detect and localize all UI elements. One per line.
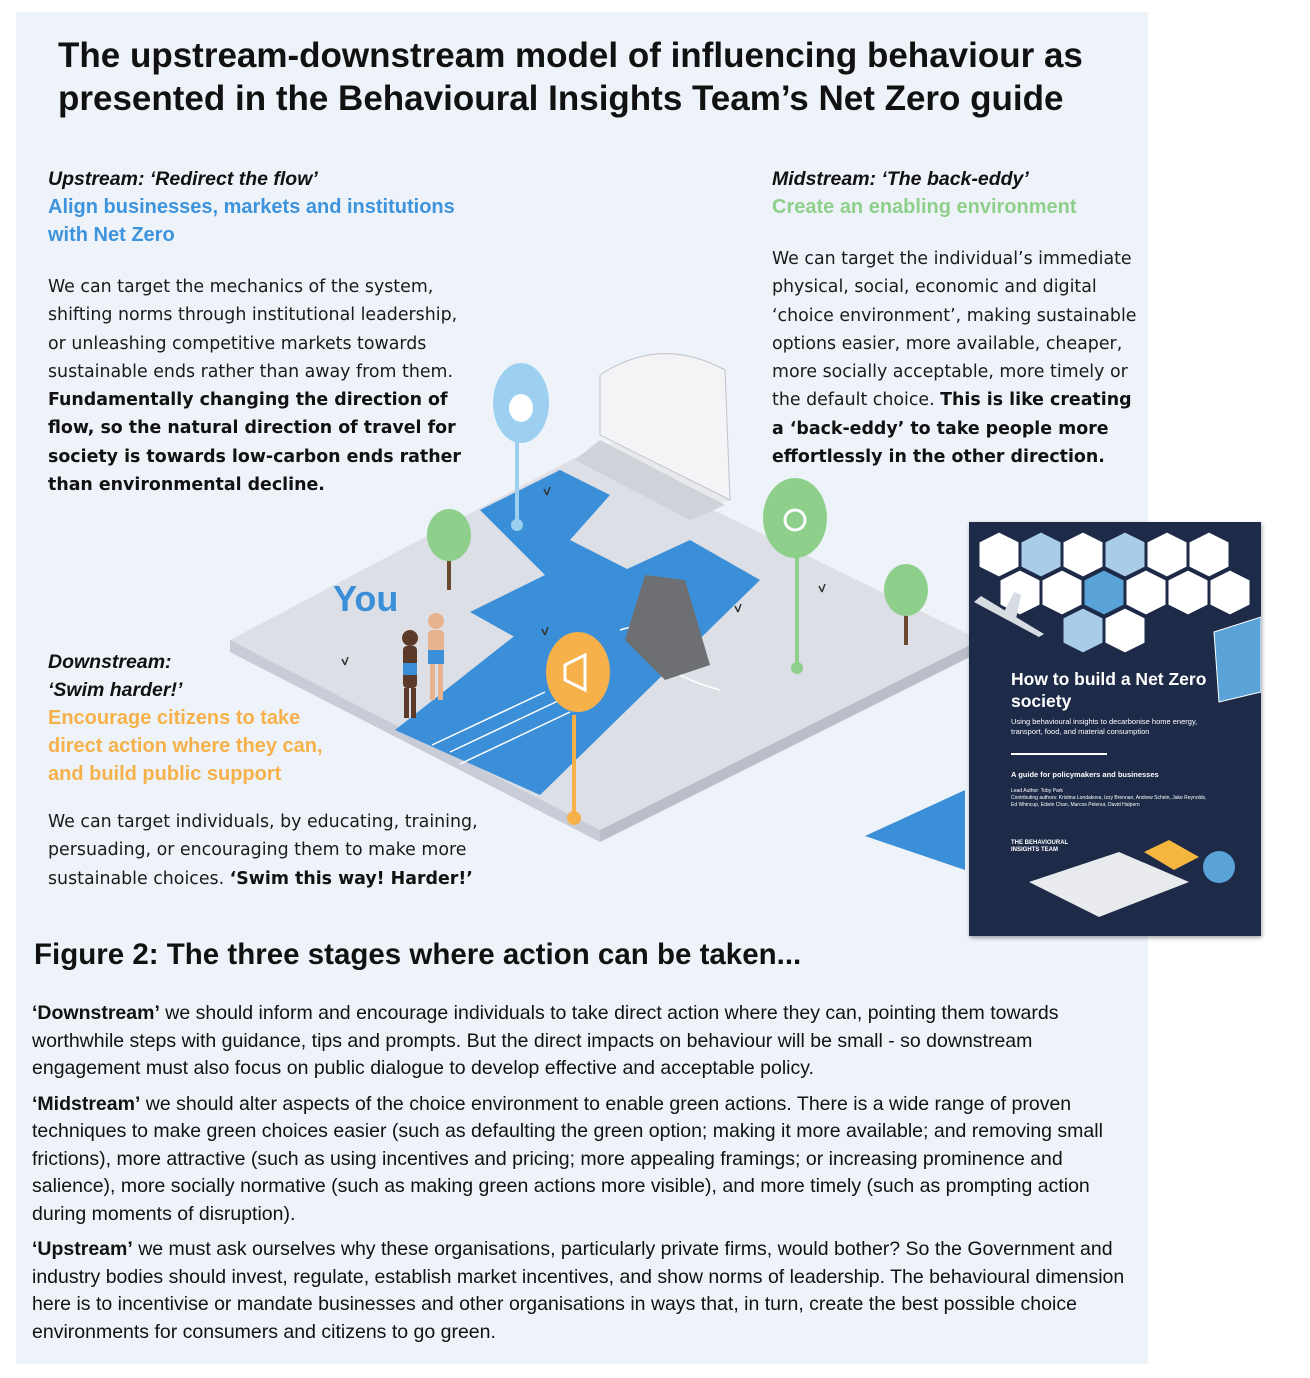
paragraphs	[32, 1000, 1132, 1354]
downstream-body: We can target individuals, by educating, training, persuading, or encouraging them to make more sustainable choices. ‘Swim this way! Harder!’	[48, 812, 478, 889]
cover-contributors: Contributing authors: Kristina Londakova, Izzy Brennan, Andrew Schein, Jake Reynolds, Ed Whincup, Edwin Chan, Marcos Pelenur, David Halpern	[1011, 795, 1207, 808]
upstream-heading: Upstream: ‘Redirect the flow’	[48, 168, 318, 190]
paragraph-downstream: ‘Downstream’ we should inform and encourage individuals to take direct action where they can, pointing them towards worthwhile steps with guidance, tips and prompts. But the direct impacts on behaviour will be small - so downstream engagement must also focus on public dialogue to develop effective and acceptable policy.	[32, 1002, 1059, 1079]
report-cover	[969, 522, 1261, 936]
downstream-heading: Downstream:	[48, 651, 172, 673]
paragraph-midstream: ‘Midstream’ we should alter aspects of the choice environment to enable green actions. There is a wide range of proven techniques to make green choices easier (such as defaulting the green option; making it more available; and removing small frictions), more attractive (such as using incentives and pricing; more appealing framings; or increasing prominence and salience), more socially normative (such as making green actions more visible), and more timely (such as prompting action during moments of disruption).	[32, 1092, 1103, 1225]
cover-org-name: THE BEHAVIOURAL INSIGHTS TEAM	[1011, 840, 1069, 853]
page-title: The upstream-downstream model of influencing behaviour as presented in the Behavioural Insights Team’s Net Zero guide	[58, 36, 1083, 118]
upstream-block	[48, 165, 478, 499]
solar-panel-icon	[1214, 617, 1261, 702]
midstream-heading: Midstream: ‘The back-eddy’	[772, 168, 1029, 190]
river-right	[865, 790, 965, 870]
downstream-heading-2: ‘Swim harder!’	[48, 679, 183, 701]
upstream-body: We can target the mechanics of the system, shifting norms through institutional leadership, or unleashing competitive markets towards sustainable ends rather than away from them. Fundamentally changing the direction of flow, so the natural direction of travel for society is towards low-carbon ends rather than environmental decline.	[48, 277, 461, 496]
cover-title: How to build a Net Zero society	[1011, 669, 1207, 711]
you-label: You	[333, 578, 399, 619]
downstream-emphasis: ‘Swim this way! Harder!’	[229, 868, 473, 889]
figure-title: Figure 2: The three stages where action can be taken...	[34, 938, 802, 971]
upstream-subheading: Align businesses, markets and institutions with Net Zero	[48, 196, 455, 246]
midstream-emphasis: This is like creating a ‘back-eddy’ to take people more effortlessly in the other direction.	[772, 390, 1132, 468]
cover-lead-author: Lead Author: Toby Park	[1011, 788, 1063, 794]
cover-subtitle: Using behavioural insights to decarbonise home energy, transport, food, and material consumption	[1011, 717, 1198, 736]
downstream-subheading: Encourage citizens to take direct action where they can, and build public support	[48, 707, 323, 785]
paragraph-upstream: ‘Upstream’ we must ask ourselves why these organisations, particularly private firms, would bother? So the Government and industry bodies should invest, regulate, establish market incentives, and show norms of leadership. The behavioural dimension here is to incentivise or mandate businesses and other organisations in ways that, in turn, create the best possible choice environments for consumers and citizens to go green.	[32, 1238, 1125, 1343]
midstream-subheading: Create an enabling environment	[772, 196, 1077, 218]
midstream-body: We can target the individual’s immediate physical, social, economic and digital ‘choice environment’, making sustainable options easier, more available, cheaper, more socially acceptable, more timely or the default choice. This is like creating a ‘back-eddy’ to take people more effortlessly in the other direction.	[772, 249, 1137, 468]
upstream-emphasis: Fundamentally changing the direction of flow, so the natural direction of travel for society is towards low-carbon ends rather than environmental decline.	[48, 390, 461, 496]
downstream-block	[48, 648, 488, 893]
midstream-block	[772, 165, 1142, 471]
cover-guide-label: A guide for policymakers and businesses	[1011, 770, 1159, 779]
